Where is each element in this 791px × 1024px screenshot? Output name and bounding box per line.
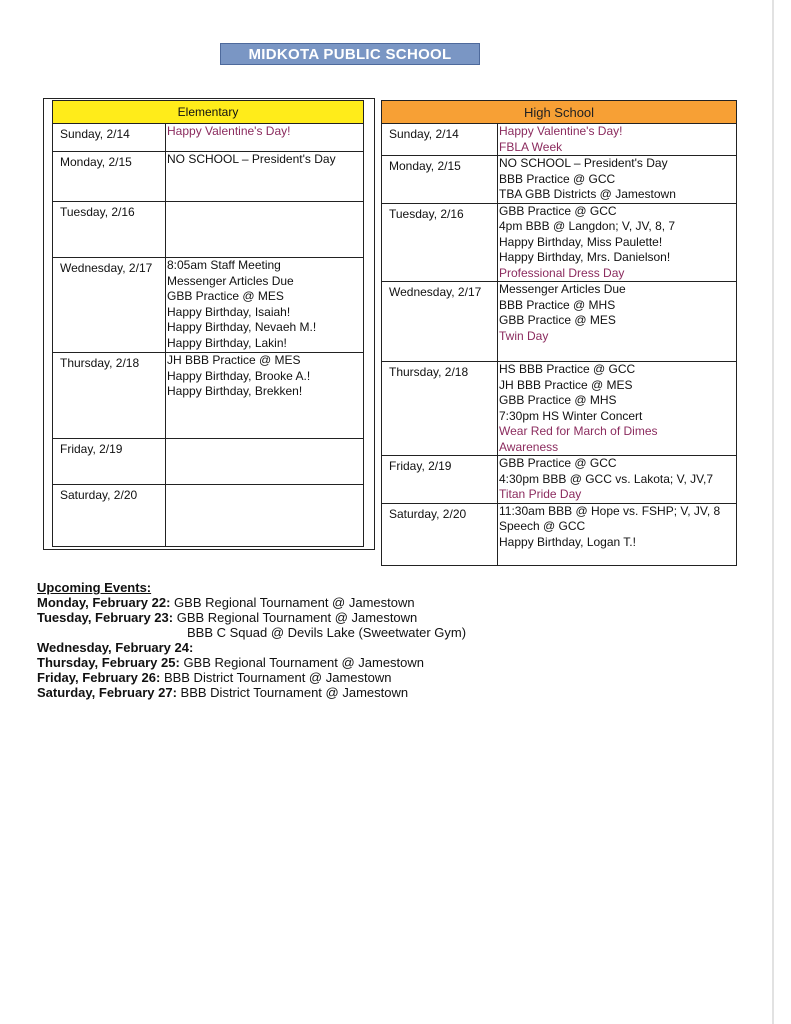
elementary-day-cell: Friday, 2/19 xyxy=(53,439,166,485)
elementary-day-cell: Thursday, 2/18 xyxy=(53,353,166,439)
event-line: Happy Birthday, Brooke A.! xyxy=(167,368,311,383)
table-row xyxy=(382,503,737,565)
event-line: Wear Red for March of Dimes xyxy=(499,424,658,438)
elementary-events-cell xyxy=(166,353,364,439)
elementary-header-row xyxy=(53,101,364,124)
high-school-events-cell xyxy=(498,156,737,204)
event-line: GBB Practice @ GCC xyxy=(499,456,617,470)
event-line: 8:05am Staff Meeting xyxy=(167,258,281,272)
event-line: GBB Practice @ MHS xyxy=(499,393,617,407)
high-school-day-cell: Saturday, 2/20 xyxy=(382,503,498,565)
event-line: 4pm BBB @ Langdon; V, JV, 8, 7 xyxy=(499,219,676,233)
table-row xyxy=(382,156,737,204)
table-row xyxy=(53,152,364,202)
high-school-day-cell: Monday, 2/15 xyxy=(382,156,498,204)
event-line: Happy Birthday, Isaiah! xyxy=(167,304,291,319)
event-line: BBB Practice @ GCC xyxy=(499,171,616,186)
high-school-events-cell xyxy=(498,503,737,565)
event-line: Happy Birthday, Nevaeh M.! xyxy=(167,320,317,334)
event-line: 11:30am BBB @ Hope vs. FSHP; V, JV, 8 xyxy=(499,503,721,518)
elementary-day-cell: Monday, 2/15 xyxy=(53,152,166,202)
event-line: NO SCHOOL – President's Day xyxy=(499,156,668,170)
high-school-events-cell xyxy=(498,362,737,456)
table-row xyxy=(53,258,364,353)
event-line: 4:30pm BBB @ GCC vs. Lakota; V, JV,7 xyxy=(499,471,714,486)
table-row xyxy=(382,282,737,362)
table-row xyxy=(53,124,364,152)
table-row xyxy=(382,203,737,282)
elementary-day-cell: Tuesday, 2/16 xyxy=(53,202,166,258)
event-line: HS BBB Practice @ GCC xyxy=(499,362,636,376)
event-line: Happy Birthday, Brekken! xyxy=(167,384,303,398)
table-row xyxy=(382,456,737,504)
upcoming-event-date: Tuesday, February 23: xyxy=(37,610,174,625)
event-line: Happy Birthday, Logan T.! xyxy=(499,534,636,549)
event-line: BBB Practice @ MHS xyxy=(499,297,616,312)
high-school-events-cell xyxy=(498,282,737,362)
high-school-events-cell xyxy=(498,124,737,156)
elementary-schedule-table xyxy=(52,100,364,547)
table-row xyxy=(53,202,364,258)
upcoming-event-date: Saturday, February 27: xyxy=(37,685,177,700)
page-title: MIDKOTA PUBLIC SCHOOL xyxy=(220,43,480,65)
event-line: Happy Birthday, Lakin! xyxy=(167,335,287,350)
event-line: Happy Valentine's Day! xyxy=(167,124,291,138)
upcoming-event-text: GBB Regional Tournament @ Jamestown xyxy=(176,610,418,625)
event-line: Professional Dress Day xyxy=(499,265,625,280)
upcoming-event-date: Monday, February 22: xyxy=(37,595,171,610)
upcoming-event-row xyxy=(37,640,757,655)
event-line: Twin Day xyxy=(499,328,549,343)
page-edge xyxy=(772,0,774,1024)
event-line: Speech @ GCC xyxy=(499,519,586,533)
upcoming-events-title: Upcoming Events: xyxy=(37,580,152,595)
upcoming-event-row xyxy=(37,685,757,700)
event-line: GBB Practice @ MES xyxy=(499,313,616,327)
high-school-day-cell: Thursday, 2/18 xyxy=(382,362,498,456)
high-school-header-row xyxy=(382,101,737,124)
elementary-events-cell xyxy=(166,439,364,485)
upcoming-event-text: BBB District Tournament @ Jamestown xyxy=(163,670,392,685)
upcoming-event-row xyxy=(37,625,757,640)
upcoming-event-row xyxy=(37,670,757,685)
table-row xyxy=(53,485,364,547)
upcoming-event-row xyxy=(37,595,757,610)
event-line: JH BBB Practice @ MES xyxy=(167,353,301,367)
upcoming-event-date: Thursday, February 25: xyxy=(37,655,180,670)
high-school-day-cell: Tuesday, 2/16 xyxy=(382,203,498,282)
upcoming-event-text: GBB Regional Tournament @ Jamestown xyxy=(183,655,425,670)
upcoming-event-date: Wednesday, February 24: xyxy=(37,640,194,655)
event-line: FBLA Week xyxy=(499,139,563,154)
event-line: Happy Valentine's Day! xyxy=(499,124,623,138)
table-row xyxy=(382,124,737,156)
elementary-events-cell xyxy=(166,202,364,258)
upcoming-event-text: GBB Regional Tournament @ Jamestown xyxy=(174,595,415,610)
event-line: Happy Birthday, Miss Paulette! xyxy=(499,234,663,249)
elementary-day-cell: Sunday, 2/14 xyxy=(53,124,166,152)
event-line: TBA GBB Districts @ Jamestown xyxy=(499,187,676,201)
high-school-events-cell xyxy=(498,203,737,282)
elementary-header: Elementary xyxy=(53,101,364,124)
high-school-day-cell: Sunday, 2/14 xyxy=(382,124,498,156)
upcoming-event-text: BBB District Tournament @ Jamestown xyxy=(180,685,409,700)
event-line: JH BBB Practice @ MES xyxy=(499,377,633,392)
elementary-events-cell xyxy=(166,258,364,353)
event-line: NO SCHOOL – President's Day xyxy=(167,152,336,166)
table-row xyxy=(382,362,737,456)
elementary-day-cell: Wednesday, 2/17 xyxy=(53,258,166,353)
event-line: GBB Practice @ GCC xyxy=(499,203,617,218)
upcoming-events xyxy=(37,580,757,700)
upcoming-event-row xyxy=(37,610,757,625)
event-line: Happy Birthday, Mrs. Danielson! xyxy=(499,250,671,264)
elementary-events-cell xyxy=(166,124,364,152)
upcoming-event-date: Friday, February 26: xyxy=(37,670,161,685)
elementary-day-cell: Saturday, 2/20 xyxy=(53,485,166,547)
event-line: Messenger Articles Due xyxy=(167,273,294,288)
event-line: 7:30pm HS Winter Concert xyxy=(499,408,643,423)
elementary-events-cell xyxy=(166,152,364,202)
event-line: Titan Pride Day xyxy=(499,487,582,501)
elementary-events-cell xyxy=(166,485,364,547)
event-line: Messenger Articles Due xyxy=(499,282,626,296)
high-school-schedule-table xyxy=(381,100,737,566)
table-row xyxy=(53,439,364,485)
high-school-day-cell: Friday, 2/19 xyxy=(382,456,498,504)
high-school-day-cell: Wednesday, 2/17 xyxy=(382,282,498,362)
event-line: Awareness xyxy=(499,439,559,454)
high-school-header: High School xyxy=(382,101,737,124)
table-row xyxy=(53,353,364,439)
upcoming-event-text: BBB C Squad @ Devils Lake (Sweetwater Gym) xyxy=(187,625,467,640)
high-school-events-cell xyxy=(498,456,737,504)
upcoming-event-row xyxy=(37,655,757,670)
event-line: GBB Practice @ MES xyxy=(167,289,284,303)
